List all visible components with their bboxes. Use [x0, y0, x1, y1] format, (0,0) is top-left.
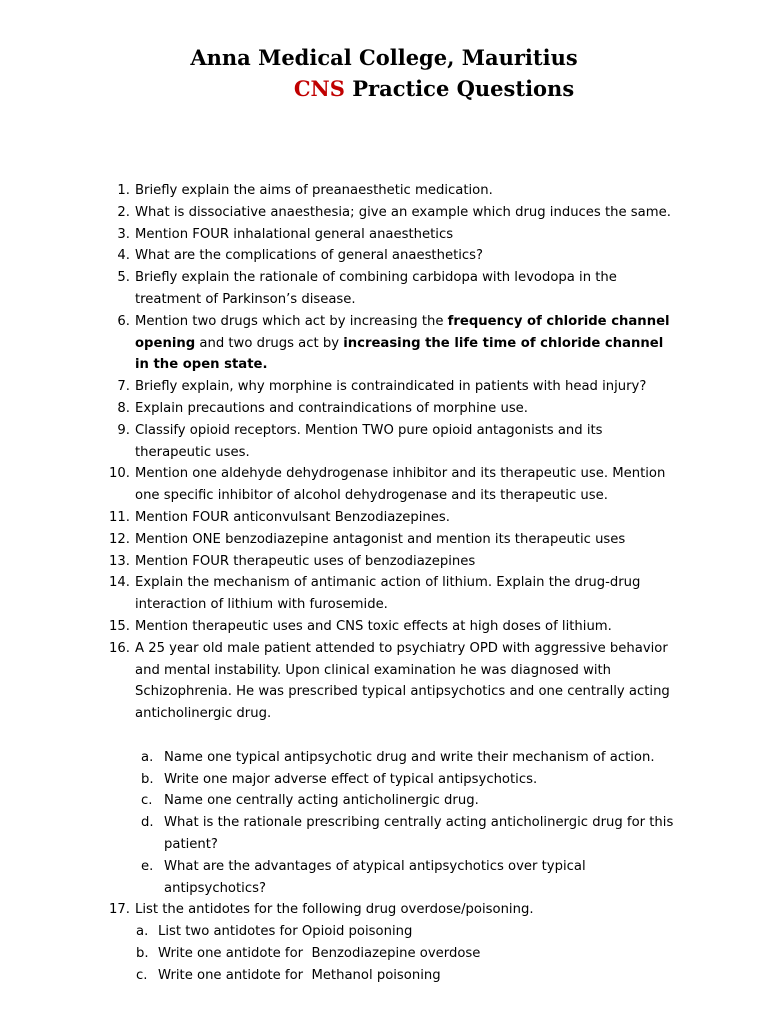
question-number: 7. [117, 379, 130, 395]
sub-question-text: Write one major adverse effect of typical antipsychotics. [164, 771, 538, 787]
q17-sublist [0, 921, 768, 986]
question-text: Briefly explain the aims of preanaesthetic medication. [135, 183, 493, 198]
question-item [0, 507, 768, 529]
spacer [135, 725, 676, 747]
question-text: Mention FOUR inhalational general anaesthetics [135, 226, 454, 242]
sub-question-item [0, 812, 768, 856]
sub-question-item [0, 965, 768, 987]
question-number: 4. [117, 248, 130, 264]
sub-question-letter: e. [141, 858, 154, 874]
sub-question-item [0, 769, 768, 791]
question-number: 15. [109, 618, 130, 634]
sub-question-text: Write one antidote for Benzodiazepine overdose [158, 945, 481, 961]
question-text: What are the complications of general anaesthetics? [135, 248, 484, 264]
question-text: Mention ONE benzodiazepine antagonist and mention its therapeutic uses [135, 531, 626, 547]
sub-question-letter: a. [136, 924, 149, 940]
question-text: Briefly explain, why morphine is contraindicated in patients with head injury? [135, 379, 647, 395]
question-text: Mention one aldehyde dehydrogenase inhibitor and its therapeutic use. Mention one specific inhibitor of alcohol dehydrogenase and its therapeutic use. [135, 466, 666, 504]
sub-question-letter: d. [141, 815, 154, 831]
question-number: 1. [117, 183, 130, 198]
question-text: What is dissociative anaesthesia; give an example which drug induces the same. [135, 204, 671, 220]
question-text: Mention therapeutic uses and CNS toxic effects at high doses of lithium. [135, 618, 612, 634]
question-number: 17. [109, 902, 130, 918]
sub-question-text: List two antidotes for Opioid poisoning [158, 924, 413, 940]
subtitle-rest: Practice Questions [344, 76, 575, 101]
sub-question-item [0, 790, 768, 812]
sub-question-letter: a. [141, 749, 154, 765]
question-number: 5. [117, 270, 130, 286]
sub-question-text: What are the advantages of atypical antipsychotics over typical antipsychotics? [164, 858, 586, 896]
question-number: 9. [117, 422, 130, 438]
question-text: Classify opioid receptors. Mention TWO pure opioid antagonists and its therapeutic uses. [135, 422, 603, 460]
question-text-part2: and two drugs act by [195, 335, 344, 351]
question-text-bold2: increasing the life time of chloride channel in the open state. [135, 335, 664, 373]
question-item [0, 180, 768, 202]
question-number: 3. [117, 226, 130, 242]
sub-question-item [0, 747, 768, 769]
question-item [0, 463, 768, 507]
question-number: 6. [117, 313, 130, 329]
question-item [0, 529, 768, 551]
question-text: A 25 year old male patient attended to psychiatry OPD with aggressive behavior and mental instability. Upon clinical examination he was diagnosed with Schizophrenia. He was prescribed typical antipsychotics and one centrally acting anticholinergic drug. [135, 640, 670, 722]
question-item [0, 551, 768, 573]
question-item [0, 572, 768, 616]
q16-sublist [0, 747, 768, 900]
sub-question-text: Name one typical antipsychotic drug and write their mechanism of action. [164, 749, 655, 765]
question-number: 2. [117, 204, 130, 220]
question-text: Mention FOUR therapeutic uses of benzodiazepines [135, 553, 476, 569]
question-text-part1: Mention two drugs which act by increasing the [135, 313, 448, 329]
question-item [0, 398, 768, 420]
question-item [0, 267, 768, 311]
question-list [0, 180, 768, 986]
sub-question-text: Write one antidote for Methanol poisoning [158, 967, 441, 983]
sub-question-letter: b. [141, 771, 154, 787]
question-item [0, 638, 768, 900]
question-item [0, 899, 768, 986]
question-number: 14. [109, 575, 130, 591]
question-number: 10. [109, 466, 130, 482]
document-header [0, 42, 768, 104]
college-title: Anna Medical College, Mauritius [190, 45, 578, 70]
question-item [0, 245, 768, 267]
question-item [0, 224, 768, 246]
sub-question-item [0, 921, 768, 943]
question-item [0, 376, 768, 398]
question-item [0, 616, 768, 638]
sub-question-item [0, 856, 768, 900]
question-item [0, 420, 768, 464]
question-text: List the antidotes for the following drug overdose/poisoning. [135, 902, 534, 918]
question-text: Explain precautions and contraindications of morphine use. [135, 400, 528, 416]
question-number: 16. [109, 640, 130, 656]
question-number: 12. [109, 531, 130, 547]
sub-question-text: What is the rationale prescribing centrally acting anticholinergic drug for this patient? [164, 815, 674, 852]
question-text-bold1: frequency of chloride channel opening [135, 313, 670, 351]
question-item [0, 311, 768, 376]
question-item [0, 202, 768, 224]
question-text: Mention FOUR anticonvulsant Benzodiazepines. [135, 509, 450, 525]
subtitle-accent: CNS [293, 76, 345, 101]
sub-question-letter: b. [136, 945, 149, 961]
question-text: Briefly explain the rationale of combining carbidopa with levodopa in the treatment of Parkinson’s disease. [135, 270, 617, 307]
document-subtitle [0, 73, 768, 104]
question-number: 13. [109, 553, 130, 569]
question-number: 11. [109, 509, 130, 525]
question-number: 8. [117, 400, 130, 416]
question-text: Explain the mechanism of antimanic action of lithium. Explain the drug-drug interaction of lithium with furosemide. [135, 575, 641, 613]
sub-question-text: Name one centrally acting anticholinergic drug. [164, 793, 479, 809]
sub-question-letter: c. [136, 967, 148, 983]
sub-question-item [0, 943, 768, 965]
sub-question-letter: c. [141, 793, 153, 809]
